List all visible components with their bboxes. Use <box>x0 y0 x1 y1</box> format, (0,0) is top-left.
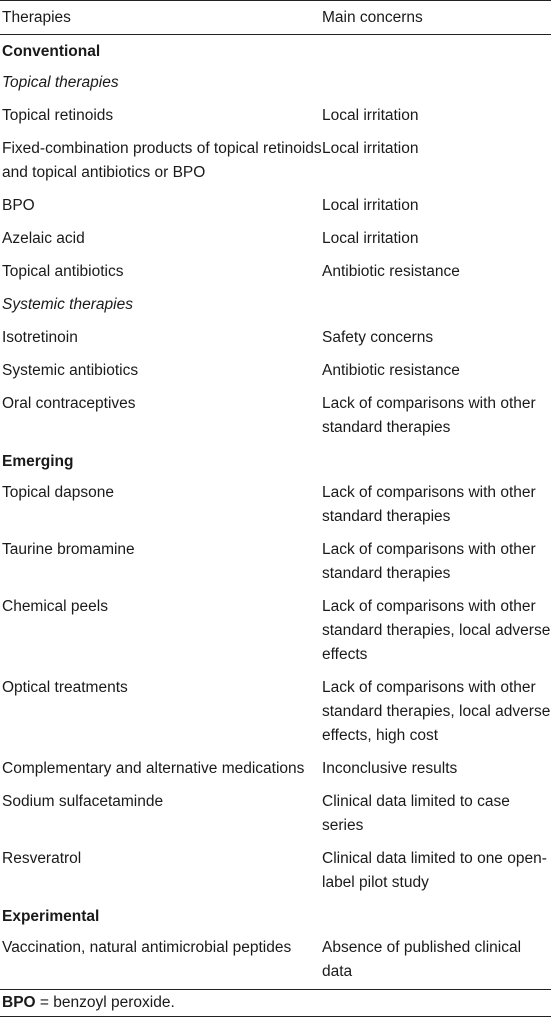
concern-cell: Lack of comparisons with other standard therapies <box>322 484 536 525</box>
therapy-cell: Resveratrol <box>2 850 82 867</box>
table-row <box>0 100 551 133</box>
concern-cell: Inconclusive results <box>322 760 458 777</box>
table-row <box>0 355 551 388</box>
section-row <box>0 445 551 477</box>
table-header <box>0 1 551 35</box>
table-row <box>0 753 551 786</box>
section-title: Conventional <box>2 43 101 60</box>
table-footnote <box>0 989 551 1017</box>
header-main-concerns: Main concerns <box>322 1 551 35</box>
header-therapies: Therapies <box>0 1 322 35</box>
table-row <box>0 932 551 989</box>
therapy-cell: Complementary and alternative medications <box>2 760 305 777</box>
subsection-title: Systemic therapies <box>2 296 133 313</box>
subsection-row <box>0 67 551 100</box>
footnote-abbreviation: BPO <box>2 994 36 1011</box>
subsection-title: Topical therapies <box>2 74 119 91</box>
therapy-cell: Azelaic acid <box>2 230 85 247</box>
subsection-row <box>0 289 551 322</box>
header-row <box>0 1 551 35</box>
section-row <box>0 35 551 68</box>
therapy-cell: Isotretinoin <box>2 329 78 346</box>
concern-cell: Local irritation <box>322 197 419 214</box>
concern-cell <box>322 289 551 322</box>
therapy-cell: Chemical peels <box>2 598 108 615</box>
table-row <box>0 190 551 223</box>
table-row <box>0 256 551 289</box>
therapy-cell: Optical treatments <box>2 679 128 696</box>
therapy-cell: Fixed-combination products of topical retinoids and topical antibiotics or BPO <box>2 140 322 181</box>
concern-cell: Lack of comparisons with other standard therapies, local adverse effects <box>322 598 551 663</box>
concern-cell: Antibiotic resistance <box>322 362 460 379</box>
table-row <box>0 672 551 753</box>
therapy-cell: Oral contraceptives <box>2 395 136 412</box>
section-title: Emerging <box>2 453 74 470</box>
therapy-cell: Topical retinoids <box>2 107 114 124</box>
table-row <box>0 534 551 591</box>
table-row <box>0 591 551 672</box>
footnote-text: = benzoyl peroxide. <box>35 994 175 1011</box>
concern-cell: Absence of published clinical data <box>322 939 522 980</box>
table-row <box>0 133 551 190</box>
concern-cell: Lack of comparisons with other standard therapies <box>322 395 536 436</box>
table-row <box>0 223 551 256</box>
table-row <box>0 786 551 843</box>
table-row <box>0 477 551 534</box>
concern-cell: Lack of comparisons with other standard therapies, local adverse effects, high cost <box>322 679 551 744</box>
concern-cell: Safety concerns <box>322 329 434 346</box>
therapy-cell: Systemic antibiotics <box>2 362 139 379</box>
concern-cell: Lack of comparisons with other standard therapies <box>322 541 536 582</box>
concern-cell <box>322 67 551 100</box>
section-title: Experimental <box>2 908 100 925</box>
table-row <box>0 388 551 445</box>
therapy-cell: Sodium sulfacetaminde <box>2 793 164 810</box>
concern-cell: Clinical data limited to case series <box>322 793 510 834</box>
table-row <box>0 843 551 900</box>
table-body <box>0 35 551 990</box>
therapy-cell: BPO <box>2 197 35 214</box>
therapy-cell: Vaccination, natural antimicrobial peptides <box>2 939 292 956</box>
concern-cell: Local irritation <box>322 230 419 247</box>
therapy-cell: Topical antibiotics <box>2 263 124 280</box>
concern-cell: Local irritation <box>322 107 419 124</box>
concern-cell: Antibiotic resistance <box>322 263 460 280</box>
concern-cell: Clinical data limited to one open-label pilot study <box>322 850 547 891</box>
therapy-cell: Topical dapsone <box>2 484 115 501</box>
concern-cell: Local irritation <box>322 140 419 157</box>
section-row <box>0 900 551 932</box>
therapy-cell: Taurine bromamine <box>2 541 135 558</box>
table-row <box>0 322 551 355</box>
